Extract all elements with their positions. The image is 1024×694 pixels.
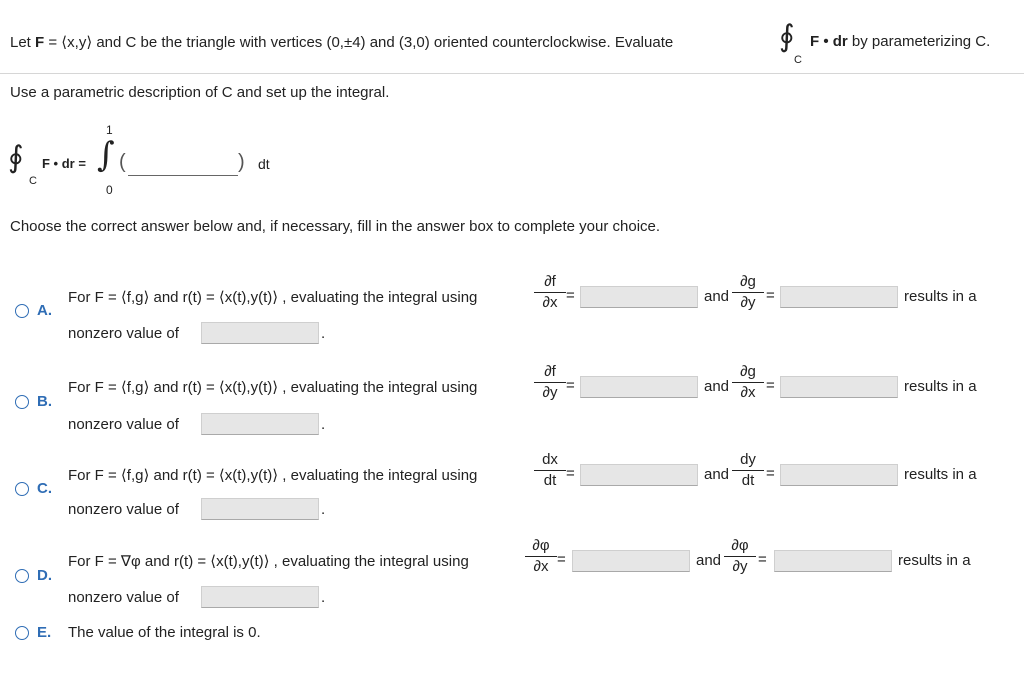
frac-bar (525, 556, 557, 557)
option-c-answer-2[interactable] (780, 464, 898, 486)
frac-num: ∂g (740, 273, 756, 290)
option-d-period: . (321, 589, 326, 606)
frac-num: ∂φ (731, 537, 749, 554)
option-a-lead: For F = ⟨f,g⟩ and r(t) = ⟨x(t),y(t)⟩ , evaluating the integral using (68, 289, 478, 306)
option-a-frac1 (530, 273, 570, 312)
option-a-tail: results in a (904, 288, 977, 305)
option-a-nonzero: nonzero value of (68, 325, 179, 342)
option-a-radio[interactable] (15, 304, 29, 318)
frac-num: ∂g (740, 363, 756, 380)
equals-sign: = (758, 551, 767, 568)
option-d-letter: D. (37, 567, 52, 584)
choose-text: Choose the correct answer below and, if necessary, fill in the answer box to complete your choice. (10, 218, 661, 235)
integral-dt: dt (258, 156, 270, 172)
option-b-and: and (704, 378, 730, 395)
frac-bar (534, 382, 566, 383)
option-d-frac2 (720, 537, 760, 576)
frac-num: dx (542, 451, 558, 468)
frac-den: dt (741, 472, 755, 489)
question-tail (810, 33, 990, 50)
integral-subscript-c: C (29, 175, 37, 187)
option-d-frac1 (521, 537, 561, 576)
option-c-radio[interactable] (15, 482, 29, 496)
option-e-radio[interactable] (15, 626, 29, 640)
equals-sign: = (766, 377, 775, 394)
contour-subscript: C (794, 54, 802, 66)
option-c-answer-1[interactable] (580, 464, 698, 486)
option-e-text: The value of the integral is 0. (68, 624, 261, 641)
option-d-answer-3[interactable] (201, 586, 319, 608)
option-c-and: and (704, 466, 730, 483)
frac-den: ∂x (542, 294, 558, 311)
option-d-and: and (696, 552, 722, 569)
integrand-input[interactable] (128, 151, 238, 176)
option-b-answer-1[interactable] (580, 376, 698, 398)
option-a-answer-1[interactable] (580, 286, 698, 308)
option-b-letter: B. (37, 393, 52, 410)
frac-num: ∂f (544, 363, 556, 380)
frac-den: ∂y (740, 294, 756, 311)
integral-lower-limit: 0 (106, 183, 113, 197)
frac-num: ∂f (544, 273, 556, 290)
option-b-period: . (321, 416, 326, 433)
option-a-period: . (321, 325, 326, 342)
option-a-answer-3[interactable] (201, 322, 319, 344)
option-b-tail: results in a (904, 378, 977, 395)
option-a-and: and (704, 288, 730, 305)
question-fdr: F • dr (810, 33, 848, 50)
frac-den: ∂y (732, 558, 748, 575)
option-b-answer-3[interactable] (201, 413, 319, 435)
frac-bar (732, 292, 764, 293)
option-d-answer-2[interactable] (774, 550, 892, 572)
equals-sign: = (766, 287, 775, 304)
frac-den: ∂x (533, 558, 549, 575)
integral-sign-icon: ∫ (97, 135, 115, 175)
option-c-tail: results in a (904, 466, 977, 483)
frac-num: dy (740, 451, 756, 468)
frac-bar (732, 382, 764, 383)
option-a-frac2 (728, 273, 768, 312)
frac-den: ∂x (740, 384, 756, 401)
question-f: F (35, 34, 45, 51)
integrand-open-paren: ( (119, 151, 126, 173)
option-c-frac1 (530, 451, 570, 490)
option-b-frac2 (728, 363, 768, 402)
option-c-nonzero: nonzero value of (68, 501, 179, 518)
option-d-radio[interactable] (15, 569, 29, 583)
option-b-frac1 (530, 363, 570, 402)
option-c-period: . (321, 501, 326, 518)
option-b-lead: For F = ⟨f,g⟩ and r(t) = ⟨x(t),y(t)⟩ , evaluating the integral using (68, 379, 478, 396)
question-part1: Let (10, 34, 36, 51)
option-c-frac2 (728, 451, 768, 490)
option-c-lead: For F = ⟨f,g⟩ and r(t) = ⟨x(t),y(t)⟩ , evaluating the integral using (68, 467, 478, 484)
option-d-lead: For F = ∇φ and r(t) = ⟨x(t),y(t)⟩ , evaluating the integral using (68, 553, 469, 570)
option-b-answer-2[interactable] (780, 376, 898, 398)
option-b-radio[interactable] (15, 395, 29, 409)
frac-den: ∂y (542, 384, 558, 401)
question-part4: by parameterizing C. (847, 33, 991, 50)
option-d-tail: results in a (898, 552, 971, 569)
integral-upper-limit: 1 (106, 123, 113, 137)
frac-den: dt (543, 472, 557, 489)
option-a-letter: A. (37, 302, 52, 319)
contour-integral-icon-2: ∮ (8, 140, 24, 175)
question-text (10, 33, 673, 51)
option-d-nonzero: nonzero value of (68, 589, 179, 606)
option-e-letter: E. (37, 624, 52, 641)
option-d-answer-1[interactable] (572, 550, 690, 572)
option-c-letter: C. (37, 480, 52, 497)
question-part2: = ⟨x,y⟩ and C be the triangle with vertices (0,±4) and (3,0) oriented counterclockwise. Evaluate (44, 34, 674, 51)
equals-sign: = (557, 551, 566, 568)
equals-sign: = (566, 377, 575, 394)
equals-sign: = (566, 287, 575, 304)
instruction-text: Use a parametric description of C and set up the integral. (10, 84, 390, 101)
equals-sign: = (566, 465, 575, 482)
frac-bar (534, 470, 566, 471)
option-a-answer-2[interactable] (780, 286, 898, 308)
frac-bar (724, 556, 756, 557)
integral-lhs: F • dr = (42, 156, 86, 171)
equals-sign: = (766, 465, 775, 482)
divider (0, 73, 1024, 74)
integrand-close-paren: ) (238, 151, 245, 173)
option-c-answer-3[interactable] (201, 498, 319, 520)
frac-bar (732, 470, 764, 471)
contour-integral-icon: ∮ (779, 19, 795, 54)
frac-num: ∂φ (532, 537, 550, 554)
option-b-nonzero: nonzero value of (68, 416, 179, 433)
frac-bar (534, 292, 566, 293)
